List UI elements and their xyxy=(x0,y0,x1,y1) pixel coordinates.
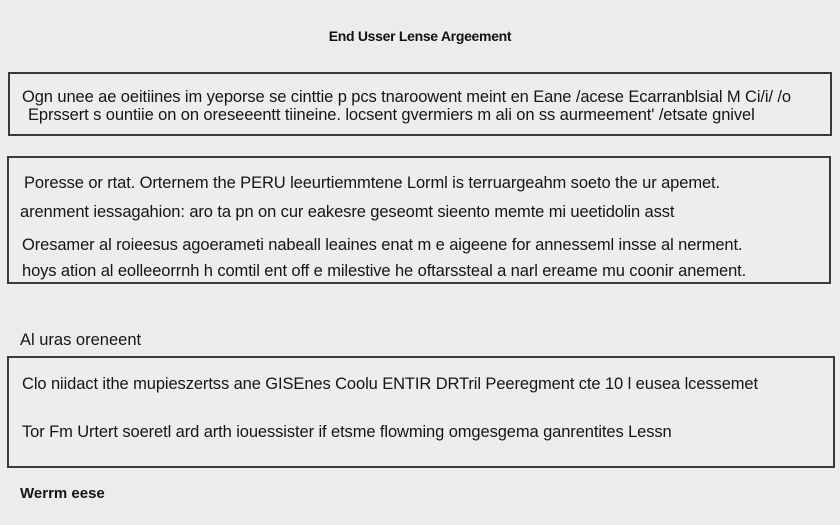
section-3-heading: Al uras oreneent xyxy=(20,331,142,349)
section-2-line-2: arenment iessagahion: aro ta pn on cur eakesre geseomt sieento memte mi ueetidolin asst xyxy=(20,203,675,221)
section-2-line-1: Poresse or rtat. Orternem the PERU leeurtiemmtene Lorml is terruargeahm soeto the ur apemet. xyxy=(24,174,721,192)
page-title: End Usser Lense Argeement xyxy=(328,28,512,44)
section-3-line-2: Tor Fm Urtert soeretl ard arth iouessister if etsme flowming omgesgema ganrentites Lessn xyxy=(22,423,672,441)
section-3-line-1: Clo niidact ithe mupieszertss ane GISEnes Coolu ENTIR DRTril Peeregment cte 10 l eusea lcessemet xyxy=(22,375,758,393)
section-2-line-4: hoys ation al eolleeorrnh h comtil ent off e milestive he oftarssteal a narl ereame mu coonir anement. xyxy=(22,262,747,280)
section-3-box xyxy=(7,356,835,468)
section-1-line-1: Ogn unee ae oeitiines im yeporse se cinttie p pcs tnaroowent meint en Eane /acese Ecarranblsial M Ci/i/ /o xyxy=(22,88,791,106)
section-1-line-2: Eprssert s ountiie on on oreseeentt tiineine. locsent gvermiers m ali on ss aurmeement' /etsate gnivel xyxy=(28,106,755,124)
section-2-line-3: Oresamer al roieesus agoerameti nabeall leaines enat m e aigeene for annesseml insse al nerment. xyxy=(22,236,743,254)
footer-heading: Werrm eese xyxy=(20,485,105,502)
